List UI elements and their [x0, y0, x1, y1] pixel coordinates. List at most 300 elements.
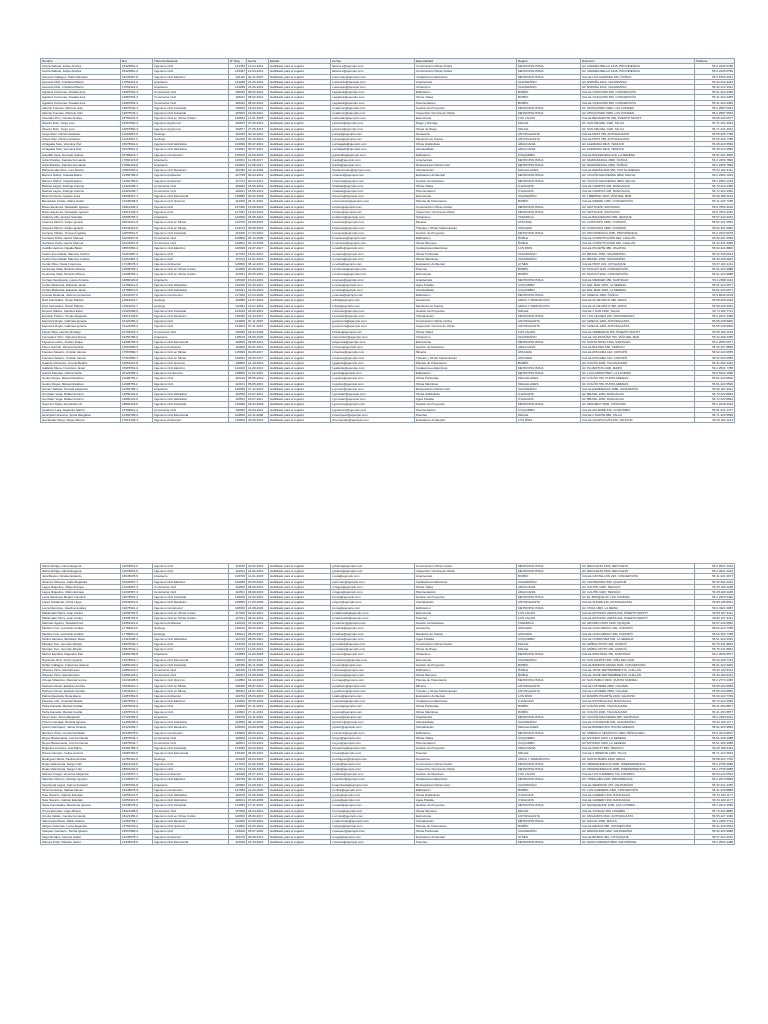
table-cell: ANTOFAGASTA [517, 683, 581, 688]
table-cell: Túneles y Obras Subterráneas [415, 688, 517, 693]
table-cell: p.gomez@ejemplo.com [331, 386, 415, 391]
table-cell: 05-07-2020 [247, 829, 269, 834]
table-cell: METROPOLITANA [517, 761, 581, 766]
table-cell: Agua Potable [415, 798, 517, 803]
table-cell: VALPARAÍSO [517, 334, 581, 339]
table-cell: c.paredes@ejemplo.com [331, 699, 415, 704]
table-cell: Guerrero Tapia, Fernanda Luz [41, 402, 121, 407]
table-cell: 56 58 225 3344 [695, 298, 735, 303]
table-cell: MAULE [517, 642, 581, 647]
table-cell: 19012345-3 [121, 204, 153, 209]
table-cell: Bahamondes Ríos, Luis Alberto [41, 168, 121, 173]
table-cell: VALPARAÍSO [517, 782, 581, 787]
table-cell: 56 9 8765 4321 [695, 74, 735, 79]
table-cell: AV. INDEPENDENCIA 1800, INDEPENDENCIA [581, 766, 695, 771]
table-cell: 56 9 7654 3210 [695, 209, 735, 214]
table-cell: o.diaz@ejemplo.com [331, 298, 415, 303]
table-cell: p.araya@ejemplo.com [331, 137, 415, 142]
table-cell: Bastías Lagos, Rodrigo Antonio [41, 189, 121, 194]
table-cell: COQUIMBO [517, 152, 581, 157]
table-cell: Constructor Civil [153, 95, 229, 100]
column-header: Correo [331, 59, 415, 64]
column-header: Fecha [247, 59, 269, 64]
table-cell: 08-12-2016 [247, 261, 269, 266]
table-cell: g.ibarra@ejemplo.com [331, 564, 415, 569]
table-cell: Carrasco Peña, Héctor Manuel [41, 235, 121, 240]
table-cell: Arquitecto [153, 386, 229, 391]
table-cell: Habilitado para el registro [269, 418, 331, 423]
table-cell: Ibarra Zúñiga, Gloria Eugenia [41, 564, 121, 569]
table-cell: Maldonado Parra, Juan Carlos [41, 610, 121, 615]
table-cell: 56 58 225 3344 [695, 303, 735, 308]
table-cell: Quiroz Henríquez, Jaime Octavio [41, 725, 121, 730]
table-cell: Evaluación Ambiental [415, 694, 517, 699]
table-cell: 15765432-2 [121, 824, 153, 829]
table-cell: Gestión de Proyectos [415, 230, 517, 235]
table-cell: m.godoy@ejemplo.com [331, 381, 415, 386]
table-cell: CALLE 1 SUR 1290, TALCA [581, 308, 695, 313]
table-cell: p.araya@ejemplo.com [331, 131, 415, 136]
table-cell: 13456789-0 [121, 173, 153, 178]
table-cell: Ingeniero Civil Industrial [153, 803, 229, 808]
table-cell: Edificación [415, 152, 517, 157]
table-cell: BIOBÍO [517, 272, 581, 277]
table-cell: 123050 [229, 579, 247, 584]
table-cell: Ingeniero Civil [153, 209, 229, 214]
table-cell: 56 51 221 9900 [695, 152, 735, 157]
data-table-top [40, 58, 735, 423]
table-cell: Arquitecto [153, 163, 229, 168]
table-cell: 12890123-6 [121, 392, 153, 397]
table-cell: g.ibarra@ejemplo.com [331, 569, 415, 574]
table-cell: 18456789-8 [121, 652, 153, 657]
table-cell: 14876543-9 [121, 709, 153, 714]
table-cell: 124110 [229, 74, 247, 79]
table-cell: Habilitado para el registro [269, 64, 331, 69]
table-cell: ÑUBLE [517, 241, 581, 246]
table-cell: 56 2 2293 7711 [695, 818, 735, 823]
table-cell: Ingeniero Civil Estructural [153, 839, 229, 844]
table-cell: 56 72 223 4466 [695, 189, 735, 194]
table-cell: 15876543-1 [121, 647, 153, 652]
table-cell: Alcantarillado [415, 147, 517, 152]
table-cell: MAULE [517, 647, 581, 652]
table-cell: 56 41 221 6677 [695, 574, 735, 579]
table-cell: 56 45 227 8899 [695, 345, 735, 350]
table-cell: Muñoz Escobar, Alejandra Paz [41, 652, 121, 657]
table-cell: 12876543-1 [121, 105, 153, 110]
table-cell: 117300 [229, 610, 247, 615]
table-cell: AYSÉN [517, 834, 581, 839]
table-cell: AV. ESPAÑA 2210, VALPARAÍSO [581, 85, 695, 90]
table-cell: h.torres@ejemplo.com [331, 808, 415, 813]
table-cell: Díaz Fernández, Óscar Patricio [41, 303, 121, 308]
table-cell: Habilitado para el registro [269, 381, 331, 386]
table-cell: Habilitado para el registro [269, 792, 331, 797]
table-cell: 11-06-2014 [247, 642, 269, 647]
table-cell: 56 2 2354 1234 [695, 173, 735, 178]
table-cell: j.alvarez@ejemplo.com [331, 121, 415, 126]
table-cell: 115003 [229, 111, 247, 116]
table-cell: 17654321-0 [121, 79, 153, 84]
table-cell: 05-05-2016 [247, 751, 269, 756]
table-cell: AV. GRECIA 1900, ÑUÑOA [581, 293, 695, 298]
table-cell: 18-06-2013 [247, 189, 269, 194]
table-cell: 29-09-2016 [247, 418, 269, 423]
table-cell: ATACAMA [517, 626, 581, 631]
table-cell: Habilitado para el registro [269, 829, 331, 834]
table-cell: 56 2 2531 7788 [695, 365, 735, 370]
table-cell: 08-02-2012 [247, 90, 269, 95]
table-cell: g.astudillo@ejemplo.com [331, 152, 415, 157]
table-cell: 56 32 225 9988 [695, 829, 735, 834]
table-cell: Barrera Núñez, Claudia Elena [41, 178, 121, 183]
table-cell: 124289 [229, 85, 247, 90]
table-cell: 56 32 221 9911 [695, 386, 735, 391]
table-cell: Obras Portuarias [415, 251, 517, 256]
table-cell: r.zamora@ejemplo.com [331, 839, 415, 844]
table-cell: 12098765-1 [121, 272, 153, 277]
column-header: Estado [269, 59, 331, 64]
table-cell: Habilitado para el registro [269, 319, 331, 324]
table-cell: CALLE PRAT 210, COYHAIQUE [581, 261, 695, 266]
table-cell: g.morales@ejemplo.com [331, 642, 415, 647]
table-cell: 30-10-2010 [247, 131, 269, 136]
table-cell: Habilitado para el registro [269, 839, 331, 844]
table-cell: 18234567-1 [121, 194, 153, 199]
table-cell: Araya Díaz, Patricio Esteban [41, 137, 121, 142]
table-cell: 56 57 242 3344 [695, 215, 735, 220]
table-cell: 56 41 224 9988 [695, 267, 735, 272]
table-cell: 125600 [229, 418, 247, 423]
table-cell: Ingeniero Ambiental [153, 261, 229, 266]
table-cell: 56 52 221 5566 [695, 220, 735, 225]
table-cell: CALLE CAMPOS 345, RANCAGUA [581, 183, 695, 188]
table-cell: Ingeniero Constructor [153, 605, 229, 610]
table-cell: VALPARAÍSO [517, 579, 581, 584]
table-cell: CALLE BULNES 560, TEMUCO [581, 345, 695, 350]
table-cell: 17789012-6 [121, 626, 153, 631]
table-cell: 14567890-4 [121, 126, 153, 131]
table-cell: Habilitado para el registro [269, 147, 331, 152]
table-cell: Ingeniero Civil [153, 256, 229, 261]
column-header: N° Reg [229, 59, 247, 64]
table-cell: Figueroa Lobos, Andrés Felipe [41, 339, 121, 344]
table-cell: Estructuras [415, 610, 517, 615]
table-cell: 56 32 269 4455 [695, 334, 735, 339]
table-cell: 56 55 227 4466 [695, 813, 735, 818]
table-cell: 56 65 227 3311 [695, 616, 735, 621]
table-cell: Díaz Fernández, Óscar Patricio [41, 298, 121, 303]
table-cell: Ingeniero Ambiental [153, 834, 229, 839]
table-cell: CALLE ERRÁZURIZ 950, PUNTA ARENAS [581, 168, 695, 173]
table-cell: Habilitado para el registro [269, 610, 331, 615]
table-cell: AV. ALEMANIA 0915, TEMUCO [581, 147, 695, 152]
table-cell: Habilitado para el registro [269, 813, 331, 818]
table-cell: AV. RECOLETA 1500, RECOLETA [581, 569, 695, 574]
table-cell: 10987654-2 [121, 168, 153, 173]
table-cell: Edificación [415, 235, 517, 240]
table-cell: Habilitado para el registro [269, 647, 331, 652]
table-cell: Pacheco Rivas, Esteban Andrés [41, 683, 121, 688]
table-cell: Habilitado para el registro [269, 386, 331, 391]
table-cell: Álvarez Ruiz, Jorge Luis [41, 121, 121, 126]
table-cell: 13-08-2011 [247, 782, 269, 787]
table-cell: CALLE SUCRE 440, ANTOFAGASTA [581, 600, 695, 605]
table-cell: 12678901-7 [121, 657, 153, 662]
table-cell: 120330 [229, 282, 247, 287]
table-cell: 56 71 224 6633 [695, 751, 735, 756]
table-cell: Habilitado para el registro [269, 225, 331, 230]
table-cell: Habilitado para el registro [269, 662, 331, 667]
table-cell: Ingeniero Ambiental [153, 173, 229, 178]
table-cell: c.fuentes@ejemplo.com [331, 350, 415, 355]
table-cell: Ingeniero Civil [153, 761, 229, 766]
table-cell: Habilitado para el registro [269, 407, 331, 412]
table-cell: 56 45 229 1188 [695, 590, 735, 595]
table-cell: 02-12-2016 [247, 777, 269, 782]
table-cell: Benavides Cortés, Marta Isabel [41, 199, 121, 204]
table-cell: 113400 [229, 230, 247, 235]
table-cell: Habilitado para el registro [269, 824, 331, 829]
table-cell: Habilitado para el registro [269, 267, 331, 272]
table-cell: Arquitecto [153, 157, 229, 162]
table-cell: Ingeniero Civil Industrial [153, 111, 229, 116]
table-cell: BIOBÍO [517, 90, 581, 95]
table-cell: 14345678-4 [121, 834, 153, 839]
table-cell: Habilitado para el registro [269, 173, 331, 178]
table-cell: Arquitecto [153, 714, 229, 719]
table-cell: 56 41 222 3300 [695, 662, 735, 667]
table-cell: Habilitado para el registro [269, 699, 331, 704]
table-cell: AV. LIBERTAD 1100, VIÑA DEL MAR [581, 194, 695, 199]
table-cell: 114800 [229, 345, 247, 350]
table-cell: AV. COPAYAPU 1880, COPIAPÓ [581, 220, 695, 225]
table-cell: 11321098-4 [121, 636, 153, 641]
table-cell: a.gutierrez@ejemplo.com [331, 407, 415, 412]
table-cell: AV. SANTA ROSA 1300, SANTIAGO [581, 339, 695, 344]
table-cell: ARICA Y PARINACOTA [517, 756, 581, 761]
table-cell: r.contreras@ejemplo.com [331, 267, 415, 272]
table-cell: Aguilera Contreras, Rosalía Inés [41, 90, 121, 95]
table-cell: 56 2 2354 1234 [695, 178, 735, 183]
table-cell: 16-06-2018 [247, 766, 269, 771]
table-cell: 56 61 224 5500 [695, 376, 735, 381]
table-cell: Hernández Moya, Diego Alberto [41, 418, 121, 423]
table-cell: 119021 [229, 189, 247, 194]
table-cell: Habilitado para el registro [269, 782, 331, 787]
table-cell: AV. LOS LEONES 220, PROVIDENCIA [581, 313, 695, 318]
table-cell: Habilitado para el registro [269, 85, 331, 90]
table-cell: AV. ESTADIO 1000, LA SERENA [581, 735, 695, 740]
table-cell: Inspección Técnica de Obras [415, 209, 517, 214]
table-cell: l.medina@ejemplo.com [331, 631, 415, 636]
table-cell: Flores Garrido, Mónica Patricia [41, 345, 121, 350]
table-cell: Gestión de Residuos [415, 178, 517, 183]
table-cell: e.pacheco@ejemplo.com [331, 688, 415, 693]
table-cell: 109500 [229, 412, 247, 417]
table-cell: Plantas de Tratamiento [415, 824, 517, 829]
table-cell: Inspección Técnica de Obras [415, 569, 517, 574]
table-cell: r.gonzalez@ejemplo.com [331, 397, 415, 402]
table-cell: c.ramirez@ejemplo.com [331, 730, 415, 735]
table-cell: LOS RÍOS [517, 246, 581, 251]
table-cell: Obras Portuarias [415, 376, 517, 381]
table-cell: 112101 [229, 381, 247, 386]
table-cell: Soto Navarro, Gabriel Esteban [41, 792, 121, 797]
table-cell: Obras Viales [415, 735, 517, 740]
table-cell: Habilitado para el registro [269, 365, 331, 370]
table-cell: 56 32 212 3344 [695, 79, 735, 84]
table-cell: AV. PAICAVÍ 1120, CONCEPCIÓN [581, 267, 695, 272]
table-cell: 117011 [229, 256, 247, 261]
table-cell: 56 41 223 8866 [695, 787, 735, 792]
table-cell: Geólogo [153, 756, 229, 761]
table-cell: 126540 [229, 116, 247, 121]
table-cell: ÑUBLE [517, 235, 581, 240]
table-cell: Gestión de Proyectos [415, 662, 517, 667]
table-cell: ANTOFAGASTA [517, 324, 581, 329]
table-cell: 125991 [229, 355, 247, 360]
table-cell: 124020 [229, 365, 247, 370]
table-cell: 122900 [229, 215, 247, 220]
table-cell: CALLE CAMPOS 345, RANCAGUA [581, 189, 695, 194]
table-cell: v.arriagada@ejemplo.com [331, 142, 415, 147]
column-header: Especialidad [415, 59, 517, 64]
table-cell: 56 32 291 2233 [695, 579, 735, 584]
table-cell: CALLE ESMERALDA 1080, VALPARAÍSO [581, 386, 695, 391]
table-cell: 12-04-2014 [247, 64, 269, 69]
table-cell: Ingeniero Constructor [153, 730, 229, 735]
table-cell: 17567890-7 [121, 350, 153, 355]
table-cell: O'HIGGINS [517, 792, 581, 797]
table-cell: Gestión de Residuos [415, 621, 517, 626]
table-cell: Minería [415, 350, 517, 355]
table-cell: 56 55 228 9900 [695, 324, 735, 329]
table-cell: AV. CAUTÍN 1400, TEMUCO [581, 584, 695, 589]
table-cell: MAULE [517, 308, 581, 313]
table-cell: Cuevas Retamal, Javiera Constanza [41, 293, 121, 298]
table-cell: Constructor Civil [153, 90, 229, 95]
table-cell: 56 2 2987 6543 [695, 105, 735, 110]
table-cell: 56 41 254 8877 [695, 709, 735, 714]
table-cell: 16987654-5 [121, 751, 153, 756]
table-cell: Habilitado para el registro [269, 636, 331, 641]
table-cell: Habilitado para el registro [269, 95, 331, 100]
table-cell: 11765432-9 [121, 756, 153, 761]
table-cell: Acevedo Gallegos, Pablo Eduardo [41, 74, 121, 79]
table-cell: AV. VICUÑA MACKENNA 4860, MACUL [581, 178, 695, 183]
table-cell: 15-10-2010 [247, 839, 269, 844]
table-cell: 124701 [229, 225, 247, 230]
table-cell: METROPOLITANA [517, 64, 581, 69]
table-cell: Habilitado para el registro [269, 230, 331, 235]
table-cell: Agua Potable [415, 397, 517, 402]
table-cell: t.campos@ejemplo.com [331, 230, 415, 235]
table-cell: Edificación [415, 787, 517, 792]
table-cell: s.bravo@ejemplo.com [331, 209, 415, 214]
table-cell: 112700 [229, 636, 247, 641]
table-cell: s.bravo@ejemplo.com [331, 204, 415, 209]
table-cell: AV. COLÓN 780, PUNTA ARENAS [581, 376, 695, 381]
table-cell: Ramírez Ávila, Constanza Belén [41, 730, 121, 735]
table-cell: ARAUCANÍA [517, 584, 581, 589]
table-cell: Martínez Aguirre, Soledad Inés [41, 621, 121, 626]
table-cell: Riego y Drenaje [415, 121, 517, 126]
table-cell: 56 32 225 6644 [695, 256, 735, 261]
table-cell: METROPOLITANA [517, 277, 581, 282]
table-cell: 10234567-8 [121, 235, 153, 240]
table-cell: Alarcón Fuentes, Marcelo Iván [41, 111, 121, 116]
table-cell: 118050 [229, 407, 247, 412]
table-cell: Ingeniero Civil [153, 564, 229, 569]
table-cell: Obras Hidráulicas [415, 142, 517, 147]
table-cell: 14-08-2009 [247, 673, 269, 678]
table-cell: 13987654-3 [121, 100, 153, 105]
table-cell: Ingeniero Civil [153, 324, 229, 329]
table-cell: c.alvarado@ejemplo.com [331, 116, 415, 121]
table-cell: Gestión de Residuos [415, 345, 517, 350]
table-cell: Habilitado para el registro [269, 183, 331, 188]
table-cell: Ingeniero Civil [153, 766, 229, 771]
table-cell: 56 42 221 3399 [695, 241, 735, 246]
table-cell: Castro Fuenzalida, Mauricio Andrés [41, 256, 121, 261]
table-cell: CALLE CHACABUCO 330, COPIAPÓ [581, 626, 695, 631]
table-cell: 11456789-1 [121, 818, 153, 823]
table-cell: 56 75 231 8822 [695, 647, 735, 652]
table-cell: c.fuentes@ejemplo.com [331, 355, 415, 360]
table-cell: Habilitado para el registro [269, 74, 331, 79]
table-cell: 117010 [229, 251, 247, 256]
table-cell: AV. ANÍBAL PINTO 200, CURICÓ [581, 647, 695, 652]
table-cell: Reyes Bustamante, Luis Fernando [41, 740, 121, 745]
table-cell: 13543210-1 [121, 688, 153, 693]
table-cell: ÑUBLE [517, 668, 581, 673]
table-cell: 56 9 4321 0987 [695, 605, 735, 610]
table-cell: Ingeniero Civil en Minas [153, 688, 229, 693]
table-cell: CALLE 4 ORIENTE 1150, TALCA [581, 751, 695, 756]
table-cell: Habilitado para el registro [269, 605, 331, 610]
table-cell: Vargas Cisternas, Lucía Alejandra [41, 824, 121, 829]
table-cell: 56 42 221 3399 [695, 235, 735, 240]
table-cell: Ingeniero Civil Estructural [153, 412, 229, 417]
table-cell: Habilitado para el registro [269, 111, 331, 116]
table-cell: ARAUCANÍA [517, 142, 581, 147]
table-cell: Ingeniero Civil Mecánico [153, 818, 229, 823]
table-cell: 16890123-0 [121, 277, 153, 282]
table-cell: Molina Santana, Elizabeth Rosa [41, 636, 121, 641]
table-cell: Lorca Mendoza, Josefina Andrea [41, 605, 121, 610]
table-cell: 03-11-2015 [247, 74, 269, 79]
table-cell: MAULE [517, 412, 581, 417]
table-cell: AV. SAN MIGUEL 1420, TALCA [581, 121, 695, 126]
table-cell: O'HIGGINS [517, 397, 581, 402]
table-cell: 124900 [229, 319, 247, 324]
table-cell: 16-12-2009 [247, 168, 269, 173]
table-cell: Becerra Torres, Ignacio José [41, 194, 121, 199]
table-cell: 56 55 226 7788 [695, 131, 735, 136]
column-header: Rut [121, 59, 153, 64]
table-cell: Habilitado para el registro [269, 371, 331, 376]
table-cell: Rivera Campos, Felipe Antonio [41, 751, 121, 756]
table-cell: 56 2 2212 3366 [695, 803, 735, 808]
table-cell: 08-09-2010 [247, 590, 269, 595]
table-cell: Arriagada Soto, Verónica Paz [41, 147, 121, 152]
table-cell: j.cuevas@ejemplo.com [331, 293, 415, 298]
table-cell: 17123456-8 [121, 714, 153, 719]
table-cell: 109950 [229, 600, 247, 605]
table-cell: 13098765-5 [121, 610, 153, 615]
